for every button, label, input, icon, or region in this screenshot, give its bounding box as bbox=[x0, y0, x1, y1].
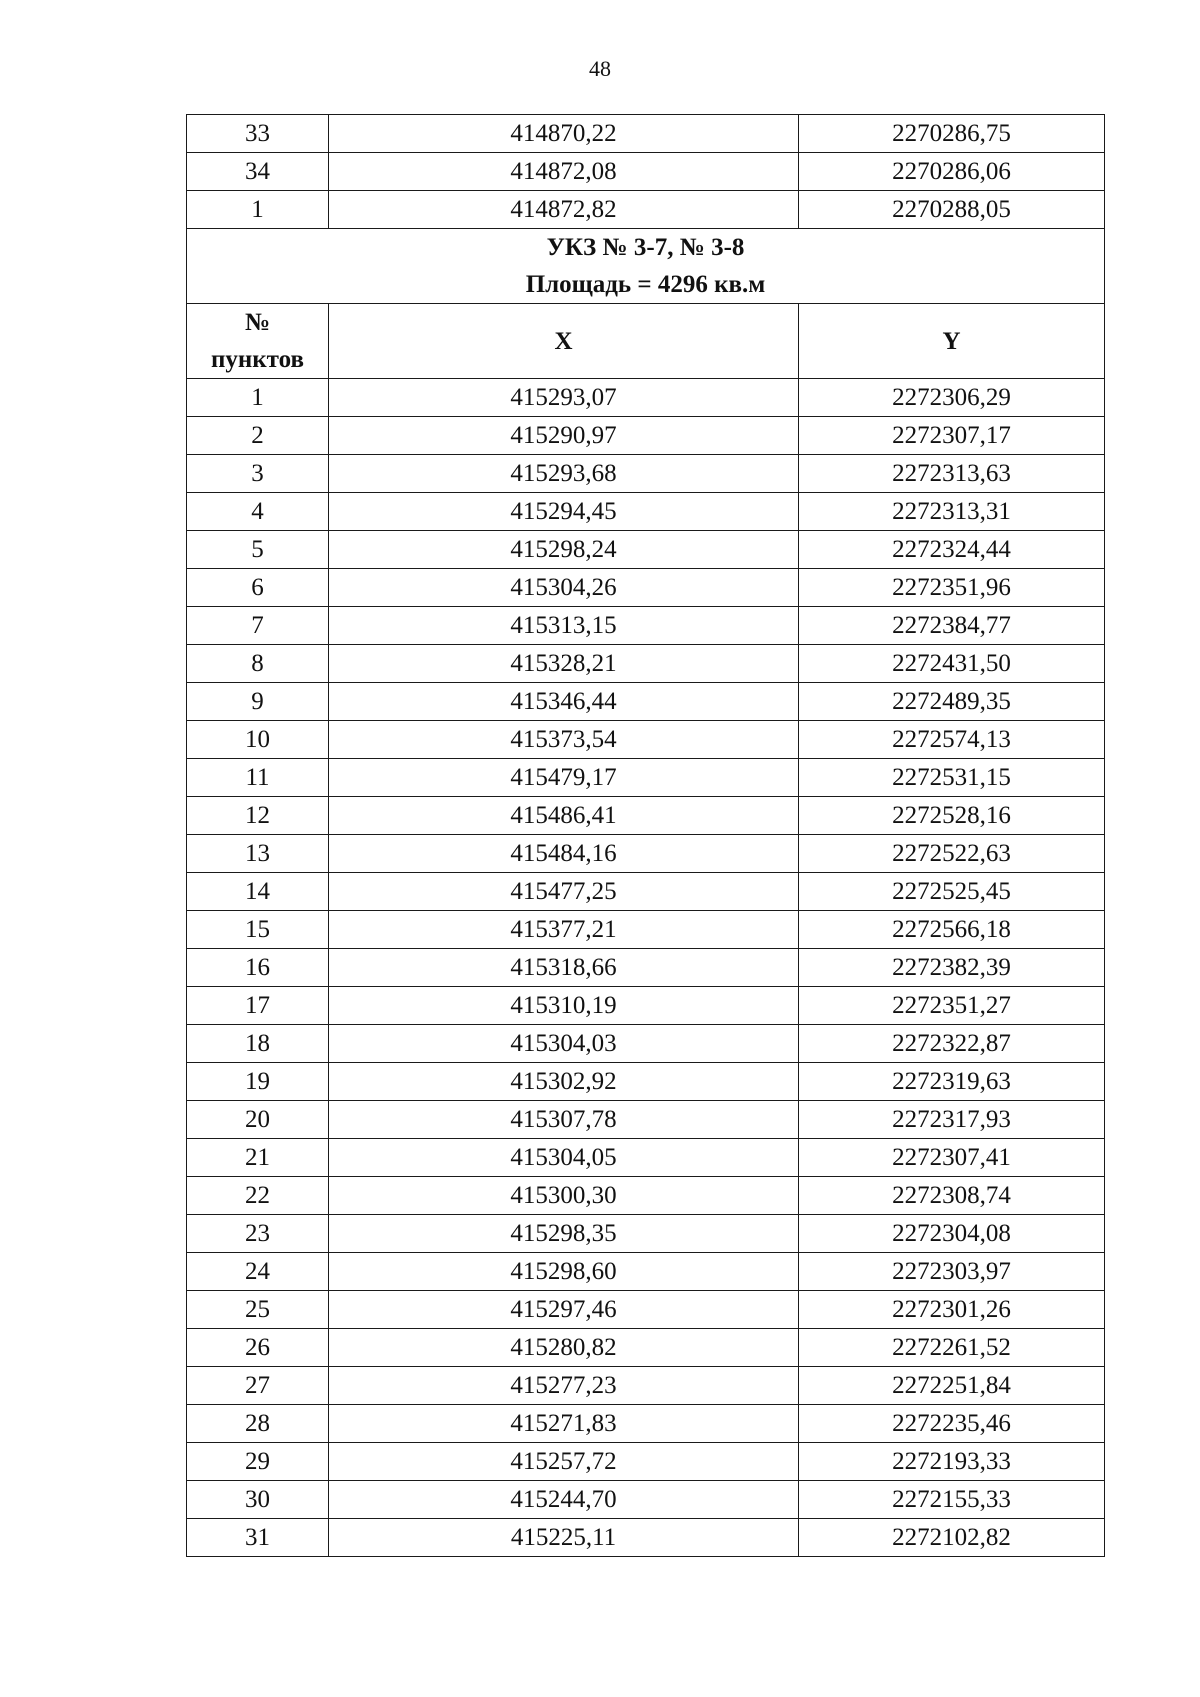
section-title-row bbox=[187, 229, 1105, 304]
x-coordinate-cell: 415277,23 bbox=[329, 1367, 799, 1405]
y-coordinate-cell: 2272384,77 bbox=[799, 607, 1105, 645]
header-y: Y bbox=[799, 304, 1105, 379]
point-number-cell: 6 bbox=[187, 569, 329, 607]
table-row bbox=[187, 569, 1105, 607]
x-coordinate-cell: 415304,26 bbox=[329, 569, 799, 607]
point-number-cell: 12 bbox=[187, 797, 329, 835]
y-coordinate-cell: 2272251,84 bbox=[799, 1367, 1105, 1405]
x-coordinate-cell: 415293,07 bbox=[329, 379, 799, 417]
x-coordinate-cell: 415318,66 bbox=[329, 949, 799, 987]
table-row bbox=[187, 115, 1105, 153]
x-coordinate-cell: 415297,46 bbox=[329, 1291, 799, 1329]
point-number-cell: 8 bbox=[187, 645, 329, 683]
table-row bbox=[187, 417, 1105, 455]
y-coordinate-cell: 2272301,26 bbox=[799, 1291, 1105, 1329]
table-top-rows bbox=[187, 115, 1105, 229]
table-row bbox=[187, 493, 1105, 531]
y-coordinate-cell: 2272307,17 bbox=[799, 417, 1105, 455]
x-coordinate-cell: 415377,21 bbox=[329, 911, 799, 949]
point-number-cell: 4 bbox=[187, 493, 329, 531]
table-row bbox=[187, 1481, 1105, 1519]
x-coordinate-cell: 415304,03 bbox=[329, 1025, 799, 1063]
y-coordinate-cell: 2272528,16 bbox=[799, 797, 1105, 835]
header-x: X bbox=[329, 304, 799, 379]
table-row bbox=[187, 1329, 1105, 1367]
point-number-cell: 5 bbox=[187, 531, 329, 569]
point-number-cell: 17 bbox=[187, 987, 329, 1025]
x-coordinate-cell: 415302,92 bbox=[329, 1063, 799, 1101]
point-number-cell: 11 bbox=[187, 759, 329, 797]
x-coordinate-cell: 415313,15 bbox=[329, 607, 799, 645]
table-row bbox=[187, 1519, 1105, 1557]
point-number-cell: 27 bbox=[187, 1367, 329, 1405]
x-coordinate-cell: 415225,11 bbox=[329, 1519, 799, 1557]
table-row bbox=[187, 379, 1105, 417]
y-coordinate-cell: 2272319,63 bbox=[799, 1063, 1105, 1101]
header-number-sign: № bbox=[244, 309, 271, 336]
point-number-cell: 22 bbox=[187, 1177, 329, 1215]
table-row bbox=[187, 1405, 1105, 1443]
section-area: Площадь = 4296 кв.м bbox=[525, 271, 766, 298]
table-row bbox=[187, 1063, 1105, 1101]
y-coordinate-cell: 2272261,52 bbox=[799, 1329, 1105, 1367]
table-row bbox=[187, 835, 1105, 873]
column-header-row bbox=[187, 304, 1105, 379]
point-number-cell: 20 bbox=[187, 1101, 329, 1139]
table-row bbox=[187, 1025, 1105, 1063]
x-coordinate-cell: 415290,97 bbox=[329, 417, 799, 455]
table-row bbox=[187, 531, 1105, 569]
x-coordinate-cell: 415300,30 bbox=[329, 1177, 799, 1215]
table-row bbox=[187, 607, 1105, 645]
x-coordinate-cell: 415346,44 bbox=[329, 683, 799, 721]
table-row bbox=[187, 1443, 1105, 1481]
y-coordinate-cell: 2272322,87 bbox=[799, 1025, 1105, 1063]
coordinates-table bbox=[186, 114, 1105, 1557]
y-coordinate-cell: 2272193,33 bbox=[799, 1443, 1105, 1481]
table-main-rows bbox=[187, 379, 1105, 1557]
x-coordinate-cell: 415280,82 bbox=[329, 1329, 799, 1367]
y-coordinate-cell: 2272525,45 bbox=[799, 873, 1105, 911]
x-coordinate-cell: 415257,72 bbox=[329, 1443, 799, 1481]
point-number-cell: 9 bbox=[187, 683, 329, 721]
table-row bbox=[187, 645, 1105, 683]
table-row bbox=[187, 721, 1105, 759]
point-number-cell: 14 bbox=[187, 873, 329, 911]
point-number-cell: 13 bbox=[187, 835, 329, 873]
point-number-cell: 23 bbox=[187, 1215, 329, 1253]
x-coordinate-cell: 415298,35 bbox=[329, 1215, 799, 1253]
point-number-cell: 7 bbox=[187, 607, 329, 645]
point-number-cell: 16 bbox=[187, 949, 329, 987]
point-number-cell: 10 bbox=[187, 721, 329, 759]
x-coordinate-cell: 415298,24 bbox=[329, 531, 799, 569]
x-coordinate-cell: 414872,82 bbox=[329, 191, 799, 229]
table-row bbox=[187, 683, 1105, 721]
table-row bbox=[187, 1101, 1105, 1139]
y-coordinate-cell: 2272522,63 bbox=[799, 835, 1105, 873]
table-row bbox=[187, 153, 1105, 191]
table-row bbox=[187, 759, 1105, 797]
y-coordinate-cell: 2272313,31 bbox=[799, 493, 1105, 531]
section-header bbox=[187, 229, 1105, 379]
table-row bbox=[187, 987, 1105, 1025]
y-coordinate-cell: 2272306,29 bbox=[799, 379, 1105, 417]
y-coordinate-cell: 2272351,27 bbox=[799, 987, 1105, 1025]
x-coordinate-cell: 415294,45 bbox=[329, 493, 799, 531]
y-coordinate-cell: 2270286,75 bbox=[799, 115, 1105, 153]
point-number-cell: 24 bbox=[187, 1253, 329, 1291]
table-row bbox=[187, 797, 1105, 835]
y-coordinate-cell: 2272566,18 bbox=[799, 911, 1105, 949]
x-coordinate-cell: 415271,83 bbox=[329, 1405, 799, 1443]
table-row bbox=[187, 949, 1105, 987]
point-number-cell: 29 bbox=[187, 1443, 329, 1481]
table-row bbox=[187, 1291, 1105, 1329]
header-number-label: пунктов bbox=[210, 346, 305, 373]
y-coordinate-cell: 2272313,63 bbox=[799, 455, 1105, 493]
point-number-cell: 1 bbox=[187, 379, 329, 417]
table-row bbox=[187, 1177, 1105, 1215]
table-row bbox=[187, 1367, 1105, 1405]
y-coordinate-cell: 2272308,74 bbox=[799, 1177, 1105, 1215]
point-number-cell: 30 bbox=[187, 1481, 329, 1519]
y-coordinate-cell: 2272431,50 bbox=[799, 645, 1105, 683]
point-number-cell: 3 bbox=[187, 455, 329, 493]
table-row bbox=[187, 873, 1105, 911]
point-number-cell: 18 bbox=[187, 1025, 329, 1063]
x-coordinate-cell: 415307,78 bbox=[329, 1101, 799, 1139]
x-coordinate-cell: 415477,25 bbox=[329, 873, 799, 911]
y-coordinate-cell: 2272531,15 bbox=[799, 759, 1105, 797]
x-coordinate-cell: 415304,05 bbox=[329, 1139, 799, 1177]
point-number-cell: 2 bbox=[187, 417, 329, 455]
x-coordinate-cell: 415293,68 bbox=[329, 455, 799, 493]
y-coordinate-cell: 2272102,82 bbox=[799, 1519, 1105, 1557]
point-number-cell: 25 bbox=[187, 1291, 329, 1329]
x-coordinate-cell: 415479,17 bbox=[329, 759, 799, 797]
x-coordinate-cell: 415328,21 bbox=[329, 645, 799, 683]
y-coordinate-cell: 2272155,33 bbox=[799, 1481, 1105, 1519]
x-coordinate-cell: 415244,70 bbox=[329, 1481, 799, 1519]
point-number-cell: 19 bbox=[187, 1063, 329, 1101]
x-coordinate-cell: 415484,16 bbox=[329, 835, 799, 873]
table-row bbox=[187, 1215, 1105, 1253]
point-number-cell: 34 bbox=[187, 153, 329, 191]
x-coordinate-cell: 415310,19 bbox=[329, 987, 799, 1025]
x-coordinate-cell: 414870,22 bbox=[329, 115, 799, 153]
point-number-cell: 1 bbox=[187, 191, 329, 229]
point-number-cell: 15 bbox=[187, 911, 329, 949]
y-coordinate-cell: 2272317,93 bbox=[799, 1101, 1105, 1139]
y-coordinate-cell: 2272351,96 bbox=[799, 569, 1105, 607]
section-title-cell bbox=[187, 229, 1105, 304]
point-number-cell: 26 bbox=[187, 1329, 329, 1367]
y-coordinate-cell: 2272235,46 bbox=[799, 1405, 1105, 1443]
point-number-cell: 21 bbox=[187, 1139, 329, 1177]
point-number-cell: 28 bbox=[187, 1405, 329, 1443]
section-title: УКЗ № 3-7, № 3-8 bbox=[546, 234, 745, 261]
header-number bbox=[187, 304, 329, 379]
table-row bbox=[187, 911, 1105, 949]
y-coordinate-cell: 2270288,05 bbox=[799, 191, 1105, 229]
y-coordinate-cell: 2272307,41 bbox=[799, 1139, 1105, 1177]
x-coordinate-cell: 415298,60 bbox=[329, 1253, 799, 1291]
table-row bbox=[187, 1139, 1105, 1177]
x-coordinate-cell: 414872,08 bbox=[329, 153, 799, 191]
table-row bbox=[187, 455, 1105, 493]
point-number-cell: 33 bbox=[187, 115, 329, 153]
y-coordinate-cell: 2272303,97 bbox=[799, 1253, 1105, 1291]
table-row bbox=[187, 191, 1105, 229]
y-coordinate-cell: 2272324,44 bbox=[799, 531, 1105, 569]
point-number-cell: 31 bbox=[187, 1519, 329, 1557]
y-coordinate-cell: 2272574,13 bbox=[799, 721, 1105, 759]
x-coordinate-cell: 415486,41 bbox=[329, 797, 799, 835]
y-coordinate-cell: 2272489,35 bbox=[799, 683, 1105, 721]
y-coordinate-cell: 2272304,08 bbox=[799, 1215, 1105, 1253]
table-row bbox=[187, 1253, 1105, 1291]
page-number: 48 bbox=[589, 56, 611, 81]
y-coordinate-cell: 2270286,06 bbox=[799, 153, 1105, 191]
y-coordinate-cell: 2272382,39 bbox=[799, 949, 1105, 987]
x-coordinate-cell: 415373,54 bbox=[329, 721, 799, 759]
